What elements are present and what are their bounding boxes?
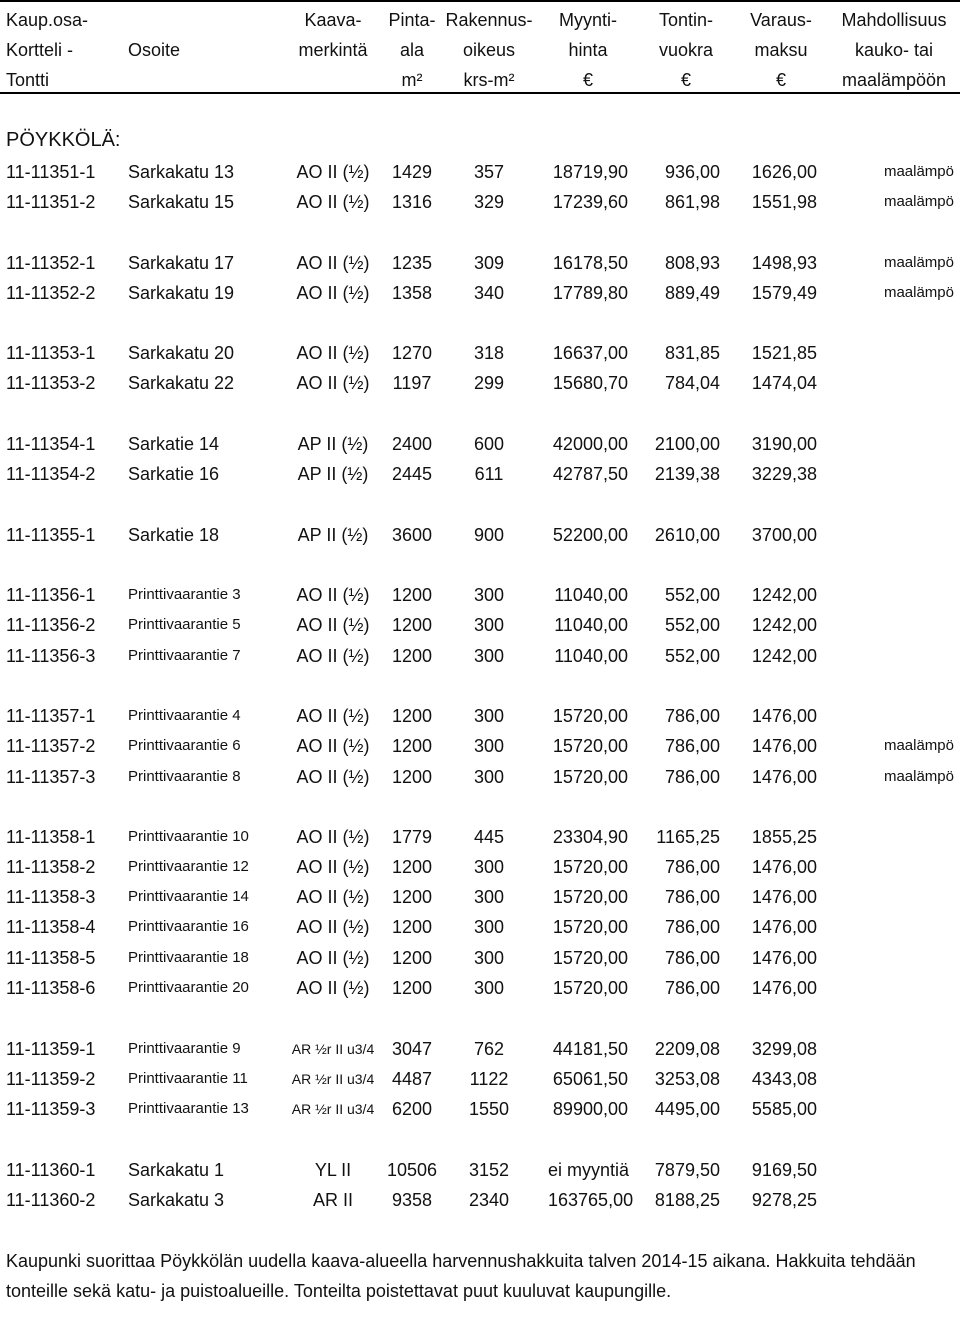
table-cell: 300 — [473, 585, 505, 605]
table-cell: 11-11358-3 — [6, 887, 96, 907]
table-cell: 1197 — [392, 373, 432, 393]
table-cell: 42787,50 — [552, 464, 628, 484]
header-cell: Tontti — [6, 70, 50, 90]
table-row — [0, 429, 960, 459]
table-cell: 1626,00 — [751, 162, 817, 182]
table-cell: 16637,00 — [552, 343, 628, 363]
table-cell: 786,00 — [664, 736, 720, 756]
table-cell: 786,00 — [664, 767, 720, 787]
table-cell: 2209,08 — [654, 1039, 720, 1059]
table-cell: 786,00 — [664, 917, 720, 937]
table-cell: Sarkakatu 20 — [128, 343, 235, 363]
table-cell: AO II (½) — [296, 827, 370, 847]
table-cell: AO II (½) — [296, 283, 370, 303]
table-cell: 300 — [473, 887, 505, 907]
table-cell: 2610,00 — [654, 525, 720, 545]
table-cell: 11-11354-2 — [6, 464, 96, 484]
table-cell: maalämpö — [883, 284, 954, 301]
table-cell: 1476,00 — [751, 736, 817, 756]
table-cell: 3253,08 — [654, 1069, 720, 1089]
table-cell: 11-11351-1 — [6, 162, 96, 182]
table-cell: 1200 — [391, 736, 433, 756]
table-cell: maalämpö — [883, 254, 954, 271]
table-cell: 1200 — [391, 585, 433, 605]
table-cell: AO II (½) — [296, 192, 370, 212]
table-row — [0, 822, 960, 852]
table-cell: 11040,00 — [554, 646, 628, 666]
table-cell: Printtivaarantie 20 — [128, 979, 249, 996]
table-cell: AO II (½) — [296, 646, 370, 666]
table-cell: AO II (½) — [296, 887, 370, 907]
table-cell: 1242,00 — [751, 646, 817, 666]
table-cell: 11-11359-3 — [6, 1099, 96, 1119]
table-row — [0, 520, 960, 550]
footnote: Kaupunki suorittaa Pöykkölän uudella kaava-alueella harvennushakkuita talven 2014-15 aikana. Hakkuita tehdään tonteille sekä katu- ja puistoalueille. Tonteilta poistettavat puut kuuluvat kaupungille. — [6, 1251, 916, 1301]
table-row — [0, 368, 960, 398]
table-cell: 42000,00 — [552, 434, 628, 454]
table-cell: AO II (½) — [296, 615, 370, 635]
table-row — [0, 973, 960, 1003]
table-cell: 1200 — [391, 706, 433, 726]
table-cell: 16178,50 — [552, 253, 628, 273]
header-cell: m² — [401, 70, 423, 90]
table-cell: Sarkatie 16 — [128, 464, 220, 484]
table-cell: Sarkatie 14 — [128, 434, 220, 454]
table-cell: 2445 — [391, 464, 433, 484]
table-cell: Printtivaarantie 14 — [128, 888, 249, 905]
table-cell: 10506 — [387, 1160, 438, 1180]
table-cell: 2400 — [391, 434, 433, 454]
table-cell: 600 — [473, 434, 505, 454]
table-cell: 11-11355-1 — [6, 525, 96, 545]
table-cell: Sarkakatu 1 — [128, 1160, 225, 1180]
table-cell: Printtivaarantie 4 — [128, 707, 241, 724]
table-cell: 936,00 — [664, 162, 720, 182]
table-cell: maalämpö — [883, 193, 954, 210]
table-cell: ei myyntiä — [548, 1160, 630, 1180]
header-cell: Pinta- — [388, 10, 436, 30]
table-cell: AR ½r II u3/4 — [291, 1071, 375, 1087]
table-cell: 9358 — [391, 1190, 433, 1210]
table-cell: 17789,80 — [552, 283, 628, 303]
table-cell: 300 — [473, 736, 505, 756]
table-row — [0, 187, 960, 217]
table-cell: Sarkakatu 15 — [128, 192, 235, 212]
table-cell: Printtivaarantie 6 — [128, 737, 241, 754]
table-cell: 786,00 — [664, 948, 720, 968]
table-cell: 15720,00 — [552, 857, 628, 877]
header-cell: maalämpöön — [841, 70, 947, 90]
table-row — [0, 338, 960, 368]
table-cell: 340 — [473, 283, 505, 303]
table-cell: 11-11359-1 — [6, 1039, 96, 1059]
table-cell: Printtivaarantie 9 — [128, 1040, 241, 1057]
table-cell: AP II (½) — [297, 434, 369, 454]
header-cell: merkintä — [298, 40, 368, 60]
table-cell: 1200 — [391, 615, 433, 635]
table-cell: 786,00 — [664, 887, 720, 907]
table-cell: 300 — [473, 978, 505, 998]
table-cell: Printtivaarantie 8 — [128, 768, 241, 785]
table-cell: 300 — [473, 615, 505, 635]
table-cell: AO II (½) — [296, 948, 370, 968]
table-cell: maalämpö — [883, 768, 954, 785]
table-cell: 889,49 — [664, 283, 720, 303]
table-cell: Sarkakatu 13 — [128, 162, 235, 182]
table-cell: 784,04 — [664, 373, 720, 393]
table-cell: 1200 — [391, 887, 433, 907]
table-cell: 15720,00 — [552, 978, 628, 998]
table-row — [0, 459, 960, 489]
table-cell: 318 — [473, 343, 505, 363]
table-cell: 552,00 — [664, 646, 720, 666]
header-cell: Tontin- — [658, 10, 714, 30]
table-cell: 1200 — [391, 857, 433, 877]
table-cell: 52200,00 — [552, 525, 628, 545]
table-cell: 1358 — [391, 283, 433, 303]
table-cell: 11-11356-2 — [6, 615, 96, 635]
table-row — [0, 1094, 960, 1124]
table-cell: AP II (½) — [297, 525, 369, 545]
table-cell: 1242,00 — [751, 585, 817, 605]
table-cell: 11-11358-1 — [6, 827, 96, 847]
header-cell: € — [775, 70, 786, 90]
table-cell: 11-11353-1 — [6, 343, 96, 363]
header-cell: Osoite — [128, 40, 181, 60]
table-cell: 15720,00 — [552, 706, 628, 726]
table-cell: Printtivaarantie 13 — [128, 1100, 249, 1117]
header-cell: oikeus — [462, 40, 516, 60]
table-cell: 1521,85 — [751, 343, 817, 363]
table-cell: 1242,00 — [751, 615, 817, 635]
table-cell: 23304,90 — [552, 827, 628, 847]
table-cell: Sarkatie 18 — [128, 525, 220, 545]
table-row — [0, 943, 960, 973]
table-cell: Printtivaarantie 3 — [128, 586, 241, 603]
table-row — [0, 610, 960, 640]
table-cell: 2340 — [468, 1190, 510, 1210]
table-row — [0, 1185, 960, 1215]
table-cell: 15720,00 — [552, 767, 628, 787]
table-cell: 300 — [473, 948, 505, 968]
table-cell: 65061,50 — [552, 1069, 628, 1089]
table-cell: 7879,50 — [654, 1160, 720, 1180]
table-cell: 1235 — [391, 253, 433, 273]
table-cell: Printtivaarantie 10 — [128, 828, 249, 845]
header-cell: krs-m² — [463, 70, 515, 90]
table-cell: 11-11353-2 — [6, 373, 96, 393]
table-cell: 300 — [473, 646, 505, 666]
table-cell: Printtivaarantie 12 — [128, 858, 249, 875]
table-row — [0, 580, 960, 610]
table-cell: 6200 — [391, 1099, 433, 1119]
table-cell: 1122 — [469, 1069, 509, 1089]
table-cell: 831,85 — [664, 343, 720, 363]
table-cell: AR ½r II u3/4 — [291, 1101, 375, 1117]
table-cell: 861,98 — [664, 192, 720, 212]
header-cell: Mahdollisuus — [841, 10, 947, 30]
header-cell: kauko- tai — [854, 40, 934, 60]
table-cell: 11-11352-2 — [6, 283, 96, 303]
table-cell: 309 — [473, 253, 505, 273]
header-cell: Myynti- — [559, 10, 617, 30]
table-cell: 11-11354-1 — [6, 434, 96, 454]
table-cell: 3229,38 — [751, 464, 817, 484]
table-cell: AO II (½) — [296, 373, 370, 393]
table-cell: 9169,50 — [751, 1160, 817, 1180]
section-title: PÖYKKÖLÄ: — [6, 129, 121, 151]
table-cell: 1270 — [391, 343, 433, 363]
table-row — [0, 731, 960, 761]
table-cell: 1550 — [468, 1099, 510, 1119]
table-cell: 3152 — [468, 1160, 510, 1180]
table-cell: Printtivaarantie 5 — [128, 616, 241, 633]
header-cell: hinta — [568, 40, 608, 60]
table-cell: 44181,50 — [552, 1039, 628, 1059]
table-cell: AO II (½) — [296, 706, 370, 726]
table-cell: AO II (½) — [296, 767, 370, 787]
table-cell: AO II (½) — [296, 978, 370, 998]
table-cell: 299 — [473, 373, 505, 393]
table-cell: 15680,70 — [552, 373, 628, 393]
table-row — [0, 852, 960, 882]
table-cell: 3299,08 — [751, 1039, 817, 1059]
table-row — [0, 157, 960, 187]
table-cell: 1200 — [391, 767, 433, 787]
table-cell: 1855,25 — [751, 827, 817, 847]
table-row — [0, 912, 960, 942]
table-cell: 786,00 — [664, 706, 720, 726]
table-cell: 89900,00 — [552, 1099, 628, 1119]
table-cell: 15720,00 — [552, 887, 628, 907]
table-cell: maalämpö — [883, 737, 954, 754]
table-cell: 3700,00 — [751, 525, 817, 545]
table-row — [0, 762, 960, 792]
table-cell: 1476,00 — [751, 978, 817, 998]
table-cell: 900 — [473, 525, 505, 545]
table-cell: AO II (½) — [296, 917, 370, 937]
header-row — [0, 5, 960, 35]
table-cell: 1551,98 — [751, 192, 817, 212]
table-cell: 15720,00 — [552, 917, 628, 937]
table-cell: maalämpö — [883, 163, 954, 180]
table-row — [0, 701, 960, 731]
table-cell: 445 — [473, 827, 505, 847]
table-cell: AO II (½) — [296, 162, 370, 182]
table-cell: AR II — [312, 1190, 353, 1210]
table-cell: AR ½r II u3/4 — [291, 1041, 375, 1057]
table-cell: Sarkakatu 22 — [128, 373, 235, 393]
table-cell: Sarkakatu 3 — [128, 1190, 225, 1210]
header-cell: Rakennus- — [445, 10, 533, 30]
table-cell: AO II (½) — [296, 343, 370, 363]
table-cell: 3600 — [391, 525, 433, 545]
table-cell: 11-11357-2 — [6, 736, 96, 756]
table-cell: 11-11352-1 — [6, 253, 96, 273]
header-cell: Kaup.osa- — [6, 10, 89, 30]
table-cell: 1200 — [391, 917, 433, 937]
header-cell: vuokra — [658, 40, 714, 60]
table-cell: 11-11357-3 — [6, 767, 96, 787]
table-cell: 329 — [473, 192, 505, 212]
table-cell: 786,00 — [664, 857, 720, 877]
table-cell: Printtivaarantie 11 — [128, 1070, 248, 1087]
table-cell: 11040,00 — [554, 585, 628, 605]
table-cell: 11-11356-3 — [6, 646, 96, 666]
table-cell: 1200 — [391, 948, 433, 968]
table-cell: 1498,93 — [751, 253, 817, 273]
header-cell: € — [680, 70, 691, 90]
header-cell: Kaava- — [304, 10, 362, 30]
table-cell: 11-11351-2 — [6, 192, 96, 212]
table-cell: AO II (½) — [296, 585, 370, 605]
table-cell: 18719,90 — [552, 162, 628, 182]
table-cell: Sarkakatu 17 — [128, 253, 235, 273]
table-cell: 1579,49 — [751, 283, 817, 303]
table-cell: 300 — [473, 857, 505, 877]
header-cell: Varaus- — [750, 10, 812, 30]
header-cell: Kortteli - — [6, 40, 74, 60]
table-cell: 4487 — [391, 1069, 433, 1089]
table-cell: 9278,25 — [751, 1190, 817, 1210]
table-row — [0, 278, 960, 308]
table-cell: AP II (½) — [297, 464, 369, 484]
table-cell: 1476,00 — [751, 767, 817, 787]
table-cell: 163765,00 — [548, 1190, 634, 1210]
table-cell: 1476,00 — [751, 948, 817, 968]
table-cell: 808,93 — [664, 253, 720, 273]
header-cell: € — [582, 70, 593, 90]
table-cell: 611 — [474, 464, 504, 484]
table-cell: 300 — [473, 767, 505, 787]
table-cell: AO II (½) — [296, 857, 370, 877]
table-row — [0, 1034, 960, 1064]
table-cell: YL II — [314, 1160, 352, 1180]
table-cell: 3190,00 — [751, 434, 817, 454]
table-cell: 11040,00 — [554, 615, 628, 635]
table-cell: Printtivaarantie 18 — [128, 949, 249, 966]
table-row — [0, 248, 960, 278]
table-cell: 11-11357-1 — [6, 706, 96, 726]
header-row — [0, 35, 960, 65]
table-cell: 11-11360-1 — [6, 1160, 96, 1180]
table-cell: 552,00 — [664, 585, 720, 605]
table-cell: 1316 — [391, 192, 433, 212]
table-cell: 11-11358-5 — [6, 948, 96, 968]
table-cell: 552,00 — [664, 615, 720, 635]
table-cell: Printtivaarantie 7 — [128, 647, 241, 664]
table-row — [0, 1064, 960, 1094]
table-cell: 1474,04 — [751, 373, 817, 393]
table-cell: 11-11356-1 — [6, 585, 96, 605]
table-cell: 17239,60 — [552, 192, 628, 212]
table-cell: 15720,00 — [552, 736, 628, 756]
table-cell: 1779 — [391, 827, 433, 847]
table-cell: 2139,38 — [654, 464, 720, 484]
table-cell: 1165,25 — [656, 827, 720, 847]
table-cell: 5585,00 — [751, 1099, 817, 1119]
table-cell: 2100,00 — [654, 434, 720, 454]
table-cell: 11-11358-4 — [6, 917, 96, 937]
table-cell: AO II (½) — [296, 736, 370, 756]
table-cell: 1476,00 — [751, 706, 817, 726]
header-cell: maksu — [754, 40, 808, 60]
table-cell: 1476,00 — [751, 857, 817, 877]
table-cell: 357 — [473, 162, 505, 182]
table-cell: 300 — [473, 706, 505, 726]
table-cell: 1429 — [391, 162, 433, 182]
table-cell: 11-11359-2 — [6, 1069, 96, 1089]
table-cell: Printtivaarantie 16 — [128, 918, 249, 935]
table-row — [0, 641, 960, 671]
table-cell: 11-11360-2 — [6, 1190, 96, 1210]
table-cell: 15720,00 — [552, 948, 628, 968]
table-cell: 762 — [473, 1039, 505, 1059]
header-cell: ala — [399, 40, 425, 60]
table-cell: 1200 — [391, 646, 433, 666]
table-cell: 4343,08 — [751, 1069, 817, 1089]
table-cell: 4495,00 — [654, 1099, 720, 1119]
table-cell: 1476,00 — [751, 887, 817, 907]
table-cell: 786,00 — [664, 978, 720, 998]
table-cell: AO II (½) — [296, 253, 370, 273]
table-cell: Sarkakatu 19 — [128, 283, 235, 303]
table-cell: 8188,25 — [654, 1190, 720, 1210]
table-row — [0, 882, 960, 912]
header-row — [0, 65, 960, 95]
table-cell: 3047 — [391, 1039, 433, 1059]
table-cell: 11-11358-2 — [6, 857, 96, 877]
table-cell: 1200 — [391, 978, 433, 998]
table-cell: 11-11358-6 — [6, 978, 96, 998]
table-row — [0, 1155, 960, 1185]
table-cell: 1476,00 — [751, 917, 817, 937]
table-cell: 300 — [473, 917, 505, 937]
